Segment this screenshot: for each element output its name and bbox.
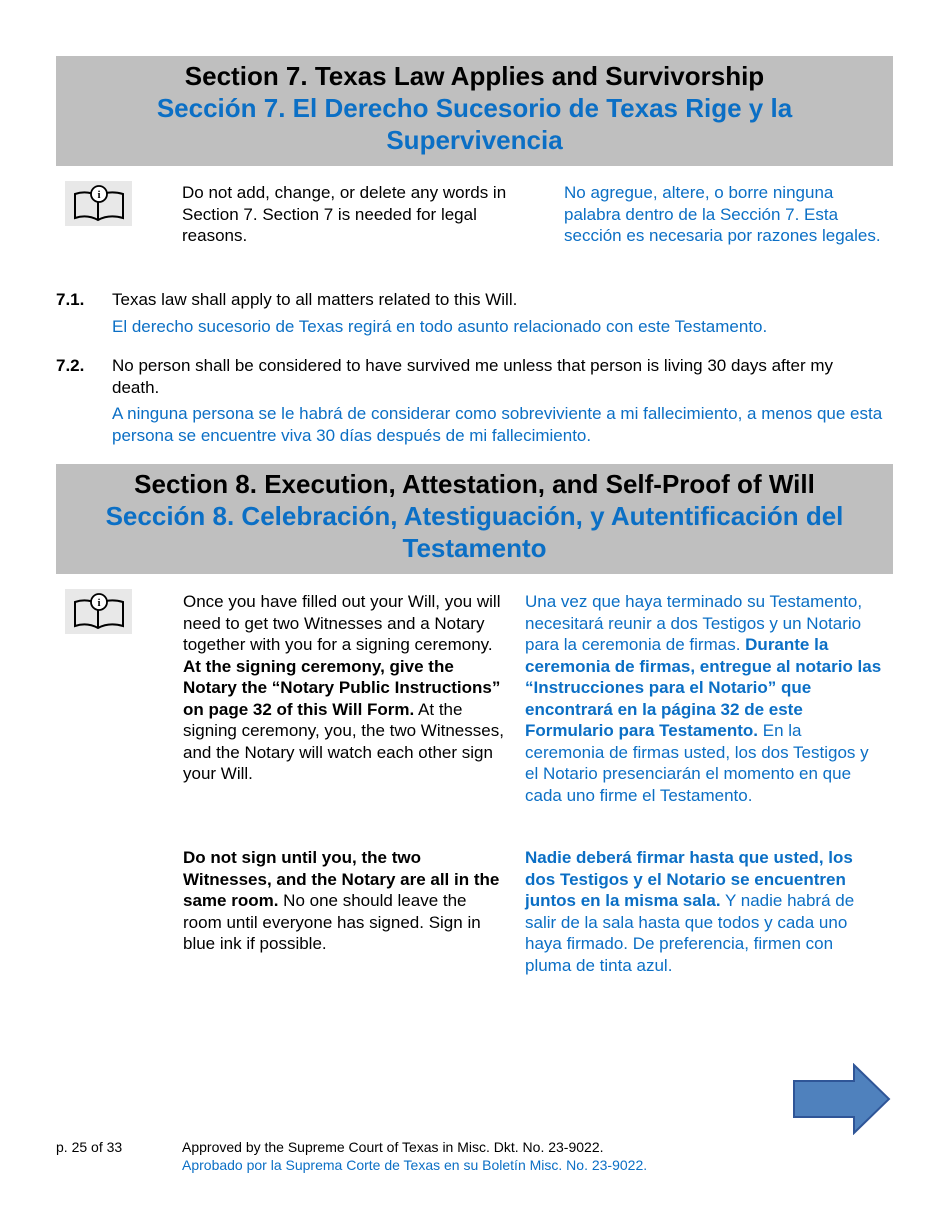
svg-text:i: i xyxy=(96,188,101,201)
item-7-2-text-es: A ninguna persona se le habrá de considerar como sobreviviente a mi fallecimiento, a menos que esta persona se encuentre viva 30 días después de mi fallecimiento. xyxy=(112,404,883,445)
para1-es-bold: Durante la ceremonia de firmas, entregue al notario las “Instrucciones para el Notario” que encontrará en la página 32 de este Formulario para Testamento. xyxy=(525,635,882,740)
section-8-header xyxy=(56,464,893,574)
item-7-1-number: 7.1. xyxy=(56,290,85,309)
para1-en-bold: At the signing ceremony, give the Notary the “Notary Public Instructions” on page 32 of this Will Form. xyxy=(183,656,501,719)
section-7-title-en: Section 7. Texas Law Applies and Survivorship xyxy=(184,61,765,91)
approval-es: Aprobado por la Suprema Corte de Texas en su Boletín Misc. No. 23-9022. xyxy=(182,1157,648,1173)
section-7-header xyxy=(56,56,893,166)
section-8-para2-es xyxy=(525,847,870,976)
section-8-info-icon-box xyxy=(65,589,132,634)
para2-en-bold: Do not sign until you, the two Witnesses, and the Notary are all in the same room. xyxy=(183,848,500,910)
section-8-para1-es xyxy=(525,591,885,806)
section-8-title-en: Section 8. Execution, Attestation, and Self-Proof of Will xyxy=(134,469,815,499)
approval-en: Approved by the Supreme Court of Texas in Misc. Dkt. No. 23-9022. xyxy=(182,1139,604,1155)
next-page-button[interactable] xyxy=(792,1063,892,1135)
para2-es-part-b: Y nadie habrá de salir de la sala hasta que todos y cada uno haya firmado. De preferencia, firmen con pluma de tinta azul. xyxy=(525,891,855,975)
section-7-note-es: No agregue, altere, o borre ninguna palabra dentro de la Sección 7. Esta sección es necesaria por razones legales. xyxy=(564,183,881,245)
para1-es-part-a: Una vez que haya terminado su Testamento, necesitará reunir a dos Testigos y un Notario para la ceremonia de firmas. xyxy=(525,592,863,654)
item-7-1-text-en: Texas law shall apply to all matters related to this Will. xyxy=(112,290,518,309)
para2-es-bold: Nadie deberá firmar hasta que usted, los dos Testigos y el Notario se encuentren juntos en la misma sala. xyxy=(525,848,853,910)
para1-en-part-c: At the signing ceremony, you, the two Witnesses, and the Notary will watch each other sign your Will. xyxy=(183,699,504,783)
section-7-info-icon-box xyxy=(65,181,132,226)
para2-en-part-b: No one should leave the room until everyone has signed. Sign in blue ink if possible. xyxy=(183,891,481,953)
item-7-2-text-en: No person shall be considered to have survived me unless that person is living 30 days after my death. xyxy=(112,356,833,397)
para1-es-part-c: En la ceremonia de firmas usted, los dos Testigos y el Notario presenciarán el momento en que cada uno firme el Testamento. xyxy=(525,721,869,805)
info-book-icon xyxy=(70,592,128,632)
section-7-note-en: Do not add, change, or delete any words in Section 7. Section 7 is needed for legal reasons. xyxy=(182,183,507,245)
section-7-title-es: Sección 7. El Derecho Sucesorio de Texas Rige y la Supervivencia xyxy=(156,93,793,155)
page-number: p. 25 of 33 xyxy=(56,1139,123,1155)
section-8-para2-en xyxy=(183,847,505,955)
item-7-1-text-es: El derecho sucesorio de Texas regirá en todo asunto relacionado con este Testamento. xyxy=(112,317,768,336)
next-arrow-icon xyxy=(792,1063,892,1135)
info-book-icon xyxy=(70,184,128,224)
para1-en-part-a: Once you have filled out your Will, you will need to get two Witnesses and a Notary together with you for a signing ceremony. xyxy=(183,592,501,654)
section-8-title-es: Sección 8. Celebración, Atestiguación, y Autentificación del Testamento xyxy=(105,501,844,563)
item-7-2-number: 7.2. xyxy=(56,356,85,375)
section-8-para1-en xyxy=(183,591,505,785)
svg-text:i: i xyxy=(96,596,101,609)
